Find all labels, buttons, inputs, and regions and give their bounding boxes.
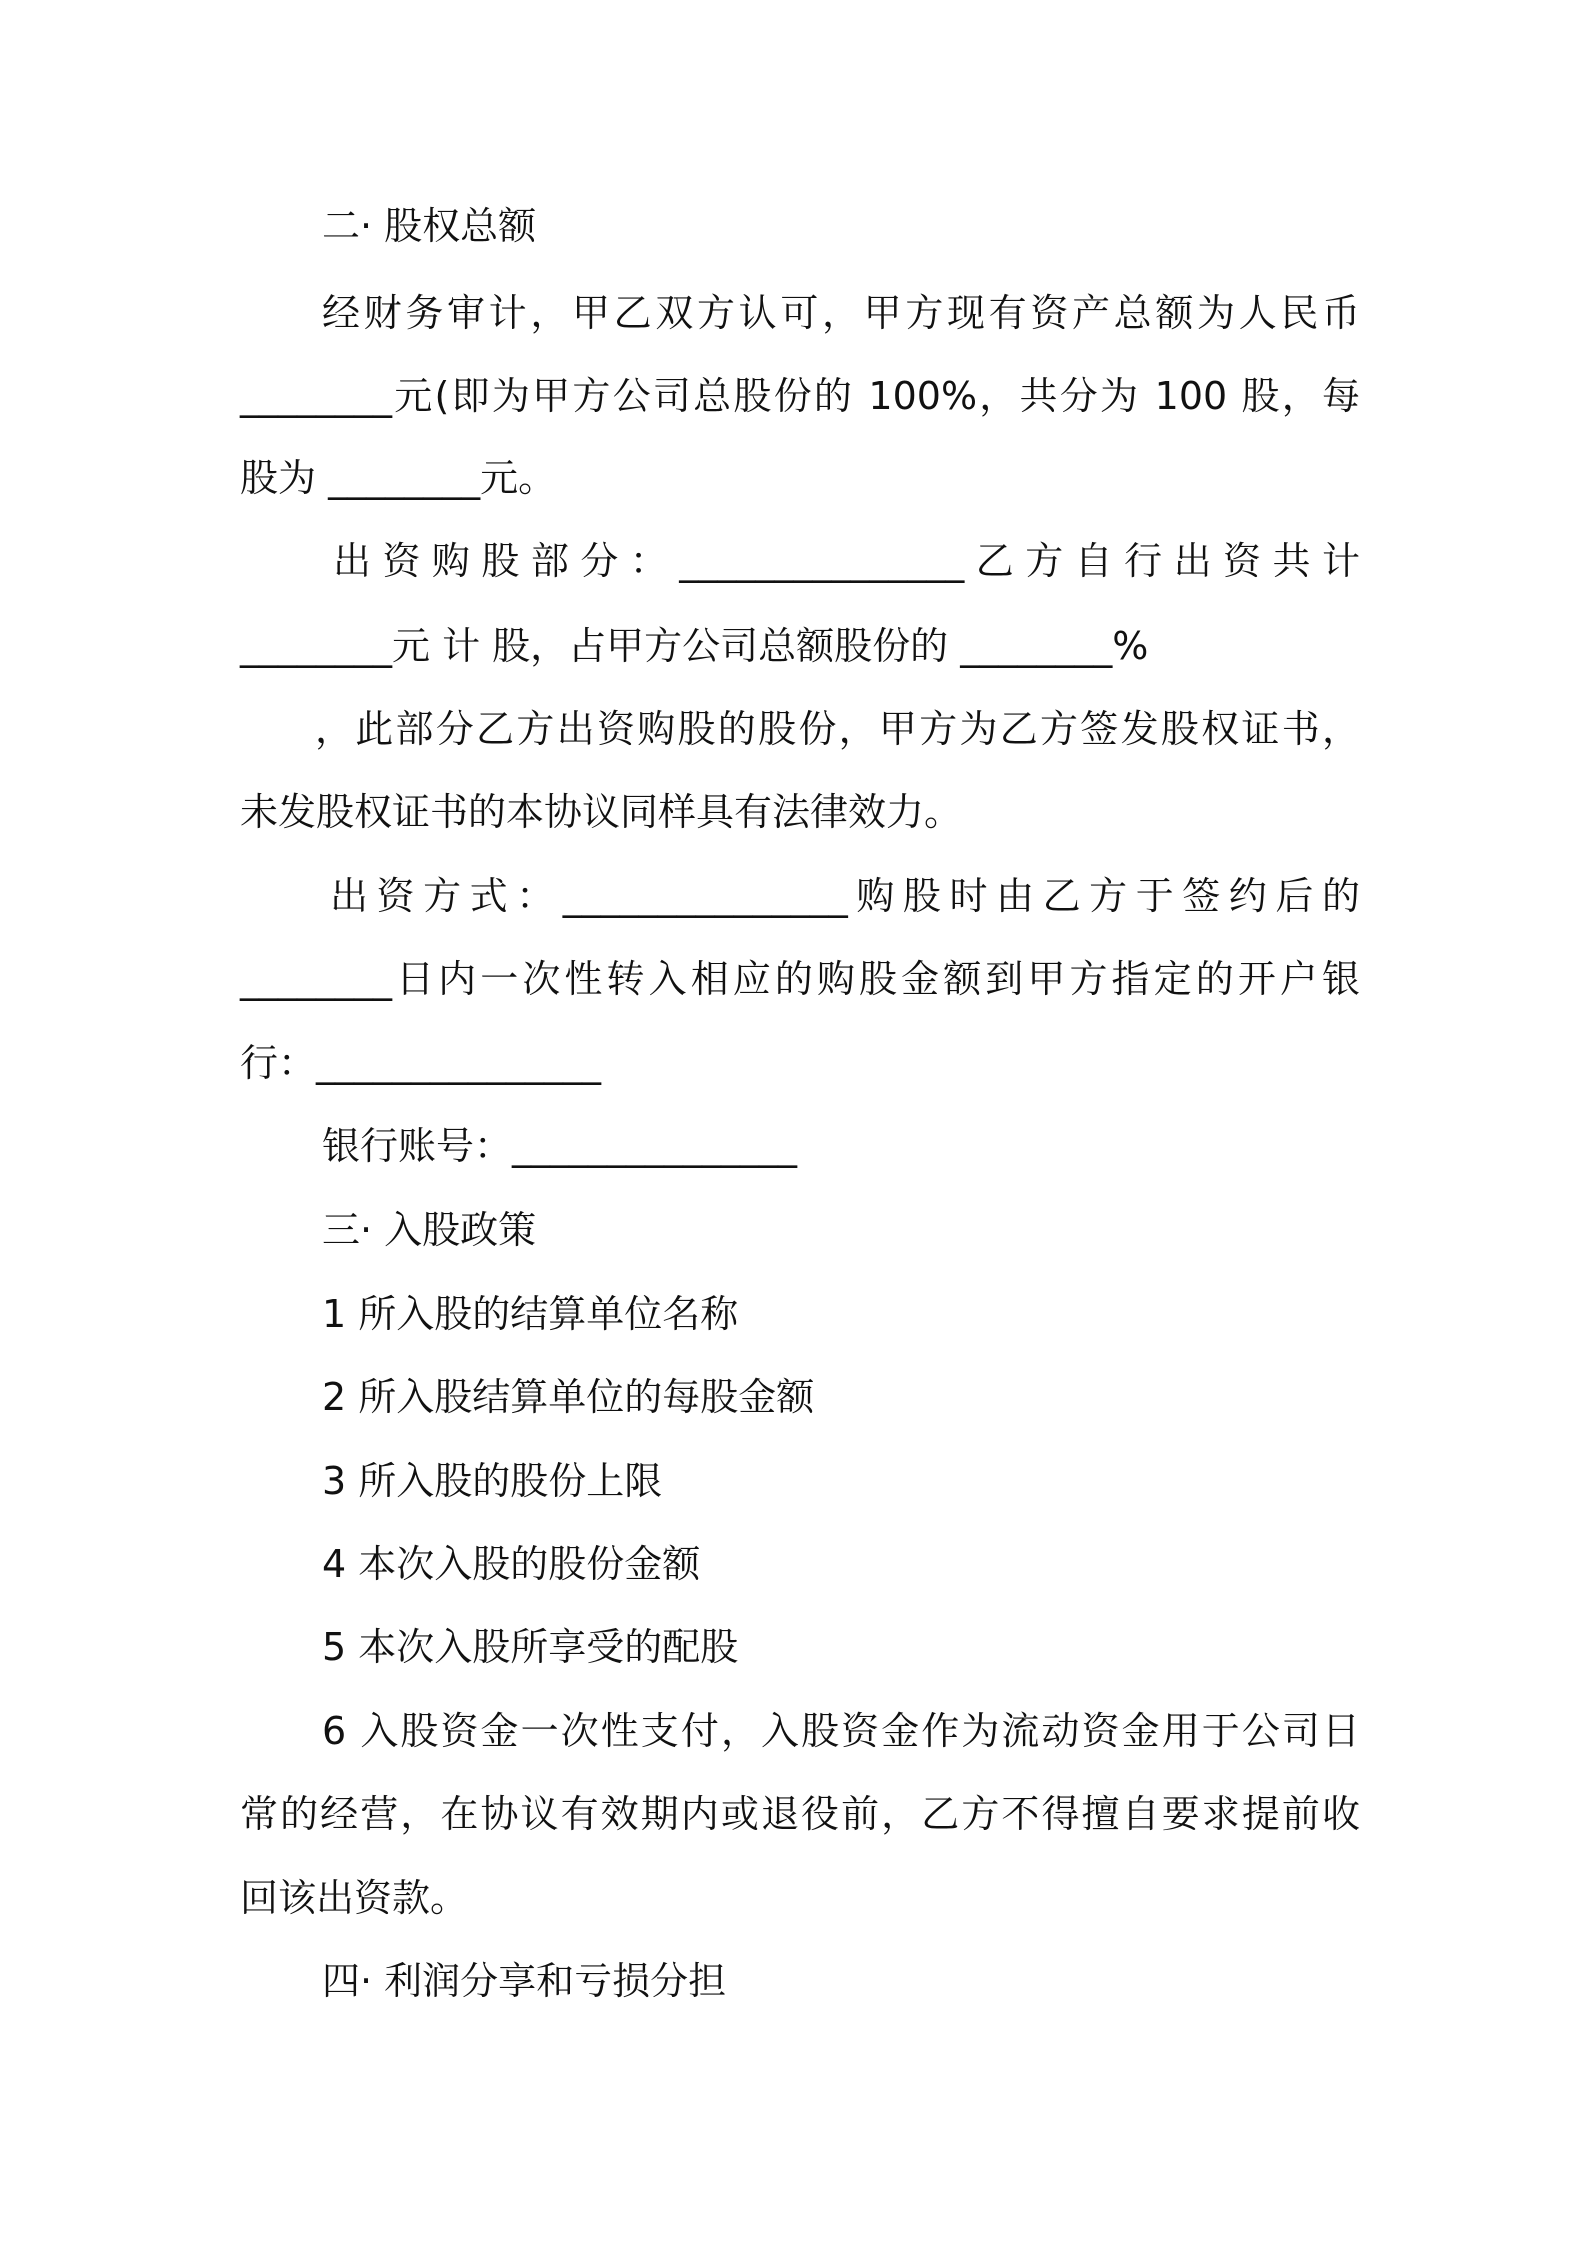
paragraph-line: 行：_______________ (240, 1041, 602, 1085)
list-item: 5 本次入股所享受的配股 (322, 1625, 739, 1669)
list-item: 6 入股资金一次性支付，入股资金作为流动资金用于公司日 (322, 1709, 1360, 1753)
paragraph-line: ________日内一次性转入相应的购股金额到甲方指定的开户银 (240, 957, 1360, 1001)
paragraph-line: ，此部分乙方出资购股的股份，甲方为乙方签发股权证书， (315, 707, 1360, 751)
section-3-heading: 三· 入股政策 (322, 1208, 537, 1252)
paragraph-line: 回该出资款。 (240, 1876, 469, 1920)
section-2-heading: 二· 股权总额 (322, 204, 537, 248)
list-item: 1 所入股的结算单位名称 (322, 1292, 739, 1336)
paragraph-line: 经财务审计，甲乙双方认可，甲方现有资产总额为人民币 (322, 291, 1360, 335)
section-4-heading: 四· 利润分享和亏损分担 (322, 1959, 727, 2003)
paragraph-line: 出资方式：_______________购股时由乙方于签约后的 (330, 874, 1360, 918)
paragraph-line: 常的经营，在协议有效期内或退役前，乙方不得擅自要求提前收 (240, 1792, 1360, 1836)
paragraph-line: ________元 计 股，占甲方公司总额股份的 ________% (240, 624, 1149, 668)
list-item: 4 本次入股的股份金额 (322, 1542, 701, 1586)
paragraph-line: 出资购股部分：_______________乙方自行出资共计 (333, 539, 1360, 583)
list-item: 2 所入股结算单位的每股金额 (322, 1375, 815, 1419)
paragraph-line: ________元(即为甲方公司总股份的 100%，共分为 100 股，每 (240, 374, 1360, 418)
bank-account-line: 银行账号：_______________ (322, 1124, 798, 1168)
paragraph-line: 未发股权证书的本协议同样具有法律效力。 (240, 790, 963, 834)
paragraph-line: 股为 ________元。 (240, 456, 557, 500)
list-item: 3 所入股的股份上限 (322, 1459, 663, 1503)
